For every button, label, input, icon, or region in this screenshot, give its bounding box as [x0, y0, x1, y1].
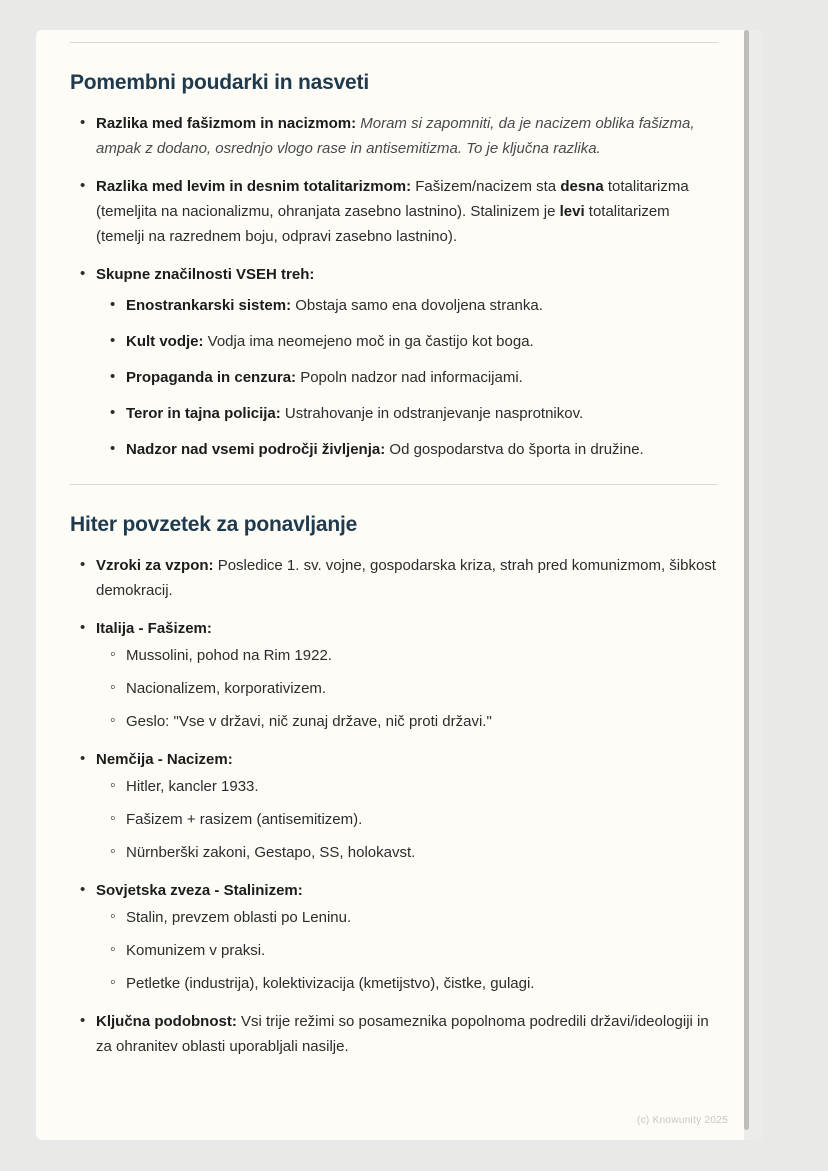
list-item	[126, 293, 718, 318]
item-emphasis-desna: desna	[560, 178, 604, 195]
sub-list	[96, 905, 718, 996]
list-item	[126, 774, 718, 799]
list-item	[96, 174, 718, 249]
watermark: (c) Knowunity 2025	[636, 1115, 728, 1126]
item-text: Obstaja samo ena dovoljena stranka.	[291, 297, 543, 314]
item-text: Mussolini, pohod na Rim 1922.	[126, 647, 332, 664]
list-item	[96, 262, 718, 462]
item-lead: Propaganda in cenzura:	[126, 369, 297, 386]
item-text: Popoln nadzor nad informacijami.	[296, 369, 523, 386]
section-1-list	[70, 111, 718, 462]
item-text: Fašizem + rasizem (antisemitizem).	[126, 811, 363, 828]
sub-list	[96, 293, 718, 462]
item-lead: Sovjetska zveza - Stalinizem:	[96, 882, 303, 899]
item-lead: Nemčija - Nacizem:	[96, 751, 233, 768]
list-item	[126, 938, 718, 963]
list-item	[96, 1009, 718, 1059]
list-item	[126, 643, 718, 668]
sub-list	[96, 643, 718, 734]
list-item	[126, 401, 718, 426]
item-text: Vodja ima neomejeno moč in ga častijo kot boga.	[203, 333, 534, 350]
list-item	[126, 840, 718, 865]
list-item	[126, 807, 718, 832]
item-lead: Razlika med fašizmom in nacizmom:	[96, 115, 357, 132]
sub-list	[96, 774, 718, 865]
section-2-list	[70, 553, 718, 1059]
item-text: totalitarizma (temeljita na nacionalizmu, ohranjata zasebno lastnino). Stalinizem je	[96, 178, 689, 220]
item-text: Hitler, kancler 1933.	[126, 778, 259, 795]
item-lead: Teror in tajna policija:	[126, 405, 281, 422]
list-item	[96, 553, 718, 603]
document-page	[36, 30, 752, 1140]
list-item	[126, 437, 718, 462]
item-lead: Skupne značilnosti VSEH treh:	[96, 266, 315, 283]
list-item	[126, 709, 718, 734]
item-text: Komunizem v praksi.	[126, 942, 266, 959]
list-item	[96, 111, 718, 161]
list-item	[126, 971, 718, 996]
item-text: Ustrahovanje in odstranjevanje nasprotnikov.	[280, 405, 584, 422]
item-text: Stalin, prevzem oblasti po Leninu.	[126, 909, 352, 926]
item-lead: Nadzor nad vsemi področji življenja:	[126, 441, 386, 458]
item-lead: Italija - Fašizem:	[96, 620, 212, 637]
item-text: Od gospodarstva do športa in družine.	[385, 441, 644, 458]
item-emphasis-levi: levi	[559, 203, 585, 220]
item-lead: Kult vodje:	[126, 333, 204, 350]
item-text: Posledice 1. sv. vojne, gospodarska kriza, strah pred komunizmom, šibkost demokracij.	[96, 557, 716, 599]
list-item	[126, 905, 718, 930]
section-divider-top	[70, 42, 718, 43]
list-item	[96, 616, 718, 734]
item-lead: Razlika med levim in desnim totalitarizmom:	[96, 178, 412, 195]
item-text: Vsi trije režimi so posameznika popolnoma podredili državi/ideologiji in za ohranitev oblasti uporabljali nasilje.	[96, 1013, 709, 1055]
item-text-italic: Moram si zapomniti, da je nacizem oblika fašizma, ampak z dodano, osrednjo vlogo rase in antisemitizma. To je ključna razlika.	[96, 115, 695, 157]
item-lead: Enostrankarski sistem:	[126, 297, 292, 314]
item-text: Fašizem/nacizem sta	[411, 178, 561, 195]
list-item	[96, 747, 718, 865]
item-text: totalitarizem (temelji na razrednem boju, odpravi zasebno lastnino).	[96, 203, 670, 245]
list-item	[96, 878, 718, 996]
document-content	[36, 42, 752, 1059]
item-lead: Ključna podobnost:	[96, 1013, 237, 1030]
item-text: Petletke (industrija), kolektivizacija (kmetijstvo), čistke, gulagi.	[126, 975, 535, 992]
list-item	[126, 676, 718, 701]
scrollbar-thumb[interactable]	[744, 30, 749, 1130]
item-lead: Vzroki za vzpon:	[96, 557, 214, 574]
list-item	[126, 365, 718, 390]
section-divider-mid	[70, 484, 718, 485]
section-heading-2: Hiter povzetek za ponavljanje	[70, 513, 358, 536]
list-item	[126, 329, 718, 354]
section-heading-1: Pomembni poudarki in nasveti	[70, 71, 369, 94]
item-text: Geslo: "Vse v državi, nič zunaj države, nič proti državi."	[126, 713, 492, 730]
item-text: Nacionalizem, korporativizem.	[126, 680, 327, 697]
item-text: Nürnberški zakoni, Gestapo, SS, holokavst.	[126, 844, 416, 861]
